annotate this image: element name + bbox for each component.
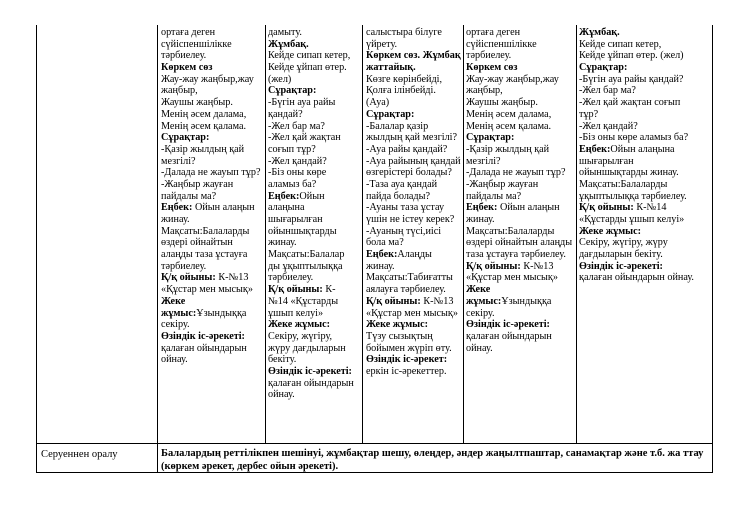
cell-line: Өзіндік іс-әрекеті: <box>161 330 245 342</box>
cell-line: жұмыс:Ұзындыққа <box>466 295 552 307</box>
cell-line: өзгерістері болады? <box>366 167 452 179</box>
cell-line: -Таза ауа қандай <box>366 178 438 190</box>
cell-line: Қ/қ ойыны: К-№13 <box>161 272 249 284</box>
cell-line: тәрбиелеу. <box>466 50 512 62</box>
cell-line: Еңбек: Ойын алаңын <box>466 202 560 214</box>
cell-line: -Қазір жылдың қай <box>161 143 245 155</box>
cell-line: Мақсаты:Балаларды <box>161 225 250 237</box>
cell-line: сүйіспеншілікке <box>466 38 537 50</box>
cell-line: жаңбыр, <box>161 85 198 97</box>
cell-line: Мақсаты:Табиғатты <box>366 272 453 284</box>
cell-line: -Жел қай жақтан <box>268 132 341 144</box>
cell-line: Еңбек: Ойын алаңын <box>161 202 255 214</box>
cell-line: Мақсаты:Балалар <box>268 249 345 261</box>
cell-line: бола ма? <box>366 237 404 249</box>
cell-line: тәрбиелеу. <box>161 260 207 272</box>
cell-line: Кейде ұйпап өтер. (жел) <box>579 50 684 62</box>
cell-line: Қ/қ ойыны: К-№13 <box>366 295 454 307</box>
cell-line: -Далада не жауып тұр? <box>466 167 566 179</box>
cell-line: -Ауа райының қандай <box>366 155 461 167</box>
cell-line: -Бүгін ауа райы <box>268 97 336 109</box>
cell-line: салыстыра білуге <box>366 27 442 38</box>
cell-line: тәрбиелеу. <box>268 272 314 284</box>
cell-line: -Жаңбыр жауған <box>466 178 539 190</box>
cell-line: тәрбиелеу. <box>161 50 207 62</box>
cell-line: Көркем сөз. Жұмбақ <box>366 50 461 62</box>
cell-line: жинау. <box>161 214 190 225</box>
cell-line: алаңды таза ұстауға <box>161 249 248 261</box>
cell-line: жұмыс:Ұзындыққа <box>161 307 247 319</box>
cell-line: Жұмбақ. <box>579 27 620 38</box>
cell-line: пайдалы ма? <box>161 190 217 202</box>
day-column-4 <box>466 27 572 354</box>
cell-line: -Жел бар ма? <box>579 85 636 97</box>
cell-line: еркін іс-әрекеттер. <box>366 365 447 377</box>
cell-line: Жау-жау жаңбыр,жау <box>161 73 254 85</box>
cell-line: мезгілі? <box>161 155 196 167</box>
day-column-1 <box>161 27 260 366</box>
cell-line: ойнау. <box>161 354 188 366</box>
cell-line: дағдыларын бекіту. <box>579 249 663 261</box>
cell-line: ортаға деген <box>466 27 521 38</box>
cell-line: -Біз оны көре аламыз ба? <box>579 132 689 144</box>
column-divider <box>463 25 464 443</box>
cell-line: Еңбек:Алаңды <box>366 249 432 261</box>
cell-line: Кейде ұйпап өтер. <box>268 62 347 74</box>
cell-line: Жеке <box>466 284 491 296</box>
cell-line: Менің әсем қалама. <box>161 120 247 132</box>
cell-line: тұр? <box>579 108 599 120</box>
cell-line: Көркем сөз <box>161 62 213 74</box>
cell-line: «Құстарды ұшып келуі» <box>579 214 685 225</box>
cell-line: Жеке <box>161 295 186 307</box>
day-column-3 <box>366 27 461 378</box>
cell-line: Секіру, жүгіру, <box>268 330 333 342</box>
cell-line: -Жаңбыр жауған <box>161 178 234 190</box>
cell-line: -Біз оны көре <box>268 167 327 179</box>
cell-line: Менің әсем қалама. <box>466 120 552 132</box>
cell-line: шығарылған <box>268 214 323 225</box>
cell-line: Сұрақтар: <box>466 132 515 144</box>
cell-line: Жаушы жаңбыр. <box>161 97 233 109</box>
cell-line: (жел) <box>268 73 292 85</box>
cell-line: Мақсаты:Балаларды <box>579 178 668 190</box>
cell-line: «Құстар мен мысық» <box>466 272 558 284</box>
cell-line: ойнау. <box>268 389 295 401</box>
cell-line: Кейде сипап кетер, <box>579 38 662 50</box>
cell-line: Секіру, жүгіру, жүру <box>579 237 668 249</box>
cell-line: Жау-жау жаңбыр,жау <box>466 73 559 85</box>
cell-line: Өзіндік іс-әрекеті: <box>466 319 550 331</box>
cell-line: үшін не істеу керек? <box>366 214 455 225</box>
cell-line: Жеке жұмыс: <box>579 225 642 237</box>
cell-line: Қ/қ ойыны: К- <box>268 284 336 296</box>
cell-line: өздері ойнайтын алаңды <box>466 237 573 249</box>
cell-line: -Қазір жылдың қай <box>466 143 550 155</box>
row-divider <box>37 443 712 444</box>
cell-line: Көзге көрінбейді, <box>366 73 443 85</box>
cell-line: «Құстар мен мысық» <box>366 307 458 319</box>
cell-line: -Ауаның түсі,иісі <box>366 225 442 237</box>
cell-line: қалаған ойындарын <box>161 342 247 354</box>
column-divider <box>265 25 266 443</box>
cell-line: Кейде сипап кетер, <box>268 50 351 62</box>
cell-line: Қ/қ ойыны: К-№14 <box>579 202 667 214</box>
cell-line: үйрету. <box>366 38 398 50</box>
cell-line: өздері ойнайтын <box>161 237 233 249</box>
cell-line: Көркем сөз <box>466 62 518 74</box>
cell-line: бойымен жүріп өту. <box>366 342 452 354</box>
cell-line: ұқыптылыққа тәрбиелеу. <box>579 190 687 202</box>
cell-line: жинау. <box>268 237 297 249</box>
cell-line: -Жел қандай? <box>579 120 638 132</box>
cell-line: ды ұқыптылыққа <box>268 260 343 272</box>
cell-line: ойыншықтарды <box>268 225 337 237</box>
cell-line: қандай? <box>268 108 303 120</box>
cell-line: ұшып келуі» <box>268 307 324 319</box>
cell-line: ортаға деген <box>161 27 216 38</box>
cell-line: секіру. <box>466 307 495 319</box>
cell-line: «Құстар мен мысық» <box>161 284 253 296</box>
cell-line: Сұрақтар: <box>161 132 210 144</box>
cell-line: алаңына <box>268 202 305 214</box>
day-column-5 <box>579 27 694 284</box>
cell-line: шығарылған <box>579 155 634 167</box>
cell-line: жаңбыр, <box>466 85 503 97</box>
cell-line: соғып тұр? <box>268 143 316 155</box>
cell-line: Қолға ілінбейді. <box>366 85 436 97</box>
cell-line: Жұмбақ. <box>268 38 309 50</box>
cell-line: жинау. <box>366 260 395 272</box>
cell-line: Өзіндік іс-әрекет: <box>366 354 448 366</box>
cell-line: аламыз ба? <box>268 178 317 190</box>
cell-line: пайда болады? <box>366 190 430 202</box>
column-divider <box>576 25 577 443</box>
cell-line: Сұрақтар: <box>366 108 415 120</box>
cell-line: қалаған ойындарын ойнау. <box>579 272 694 284</box>
schedule-table <box>36 25 713 473</box>
cell-line: бекіту. <box>268 354 297 366</box>
cell-line: ойыншықтарды жинау. <box>579 167 679 179</box>
cell-line: ойнау. <box>466 342 493 354</box>
cell-line: Сұрақтар: <box>579 62 628 74</box>
cell-line: Еңбек:Ойын алаңына <box>579 143 675 155</box>
cell-line: -Жел бар ма? <box>268 120 325 132</box>
cell-line: Менің әсем далама, <box>161 108 247 120</box>
cell-line: қалаған ойындарын <box>466 330 552 342</box>
return-from-walk-activities: Балалардың реттілікпен шешінуі, жұмбақтар шешу, өлеңдер, әндер жаңылтпаштар, санамақтар және т.б. жа ттау (көркем әрекет, дербес ойын әрекеті). <box>161 448 704 472</box>
cell-line: қалаған ойындарын <box>268 377 354 389</box>
cell-line: аялауға тәрбиелеу. <box>366 284 446 296</box>
cell-line: Мақсаты:Балаларды <box>466 225 555 237</box>
cell-line: сүйіспеншілікке <box>161 38 232 50</box>
row-label-return-from-walk: Серуеннен оралу <box>41 449 118 460</box>
column-divider <box>362 25 363 443</box>
cell-line: Өзіндік іс-әрекеті: <box>579 260 663 272</box>
cell-line: (Ауа) <box>366 97 390 109</box>
cell-line: жаттайық. <box>366 62 416 74</box>
cell-line: -Далада не жауып тұр? <box>161 167 261 179</box>
cell-line: жинау. <box>466 214 495 225</box>
cell-line: -Балалар қазір <box>366 120 429 132</box>
cell-line: пайдалы ма? <box>466 190 522 202</box>
cell-line: -Жел қандай? <box>268 155 327 167</box>
column-divider <box>157 25 158 473</box>
cell-line: таза ұстауға тәрбиелеу. <box>466 249 566 261</box>
cell-line: Қ/қ ойыны: К-№13 <box>466 260 554 272</box>
cell-line: дамыту. <box>268 27 302 38</box>
day-column-2 <box>268 27 354 401</box>
cell-line: -Ауа райы қандай? <box>366 143 448 155</box>
cell-line: -Жел қай жақтан соғып <box>579 97 681 109</box>
cell-line: жылдың қай мезгілі? <box>366 132 458 144</box>
cell-line: Сұрақтар: <box>268 85 317 97</box>
cell-line: Жеке жұмыс: <box>366 319 429 331</box>
cell-line: Еңбек:Ойын <box>268 190 325 202</box>
cell-line: мезгілі? <box>466 155 501 167</box>
cell-line: секіру. <box>161 319 190 331</box>
cell-line: Өзіндік іс-әрекеті: <box>268 365 352 377</box>
cell-line: Жаушы жаңбыр. <box>466 97 538 109</box>
cell-line: Жеке жұмыс: <box>268 319 331 331</box>
cell-line: -Бүгін ауа райы қандай? <box>579 73 684 85</box>
cell-line: №14 «Құстарды <box>268 295 339 307</box>
cell-line: Түзу сызықтың <box>366 330 433 342</box>
cell-line: Менің әсем далама, <box>466 108 552 120</box>
cell-line: -Ауаны таза ұстау <box>366 202 445 214</box>
cell-line: жүру дағдыларын <box>268 342 346 354</box>
